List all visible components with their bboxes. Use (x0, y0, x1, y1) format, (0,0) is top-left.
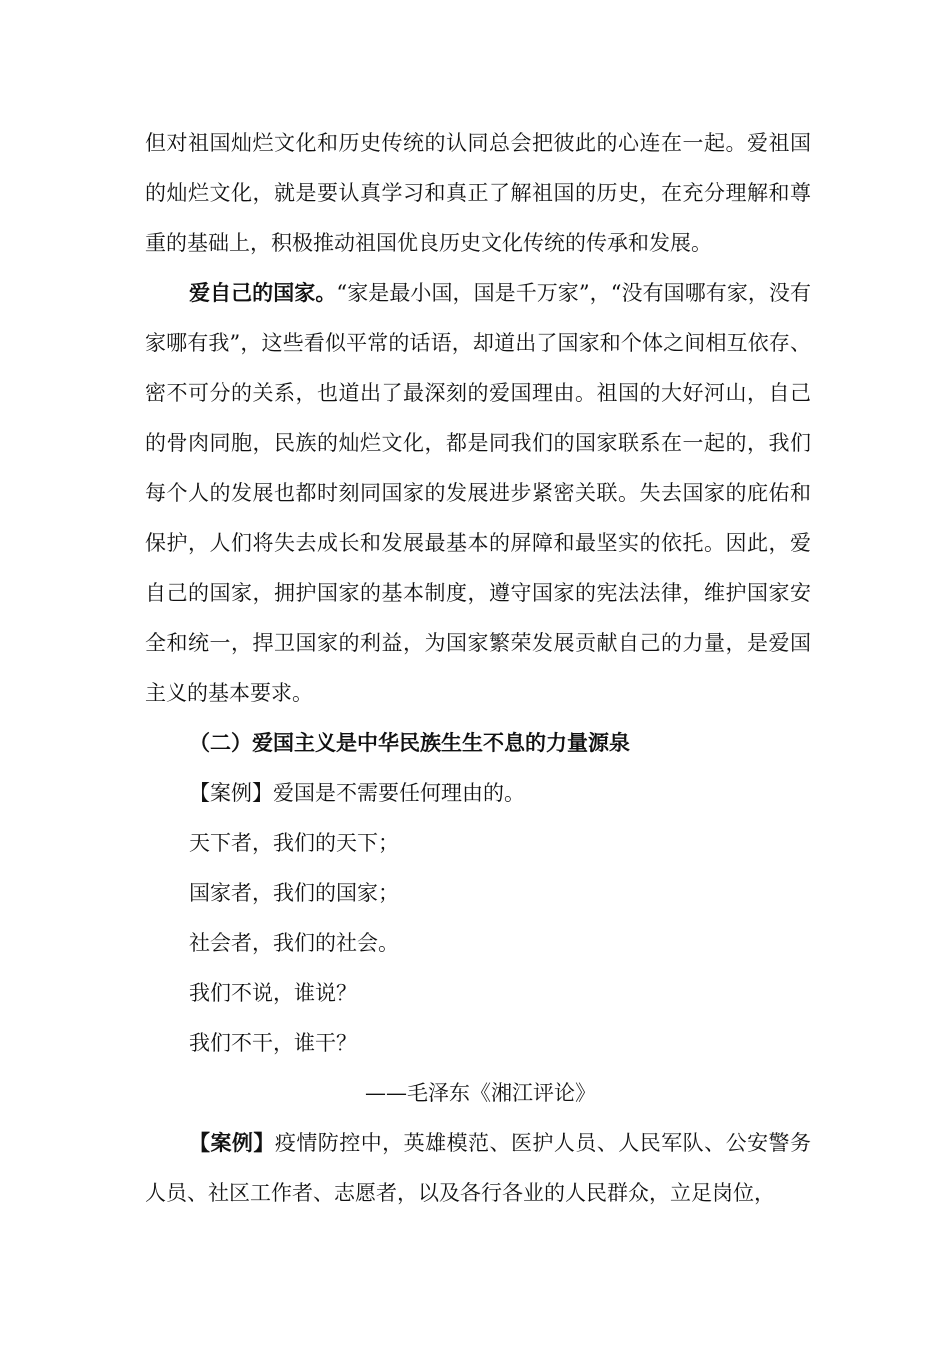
attribution: ——毛泽东《湘江评论》 (365, 1081, 596, 1105)
poem-line: 我们不说，谁说？ (189, 981, 357, 1005)
paragraph-body: “家是最小国，国是千万家”，“没有国哪有家，没有家哪有我”，这些看似平常的话语，却道出了国家和个体之间相互依存、密不可分的关系，也道出了最深刻的爱国理由。祖国的大好河山，自己的骨肉同胞，民族的灿烂文化，都是同我们的国家联系在一起的，我们每个人的发展也都时刻同国家的发展进步紧密关联。失去国家的庇佑和保护，人们将失去成长和发展最基本的屏障和最坚实的依托。因此，爱自己的国家，拥护国家的基本制度，遵守国家的宪法法律，维护国家安全和统一，捍卫国家的利益，为国家繁荣发展贡献自己的力量，是爱国主义的基本要求。 (145, 281, 811, 705)
section-heading: （二）爱国主义是中华民族生生不息的力量源泉 (189, 731, 630, 755)
paragraph-lead-bold: 爱自己的国家。 (189, 281, 337, 305)
poem-line: 社会者，我们的社会。 (189, 931, 399, 955)
case-tag: 【案例】 (189, 781, 273, 805)
paragraph-love-country (145, 268, 811, 718)
poem-line: 天下者，我们的天下； (189, 831, 399, 855)
case-text: 疫情防控中，英雄模范、医护人员、人民军队、公安警务人员、社区工作者、志愿者，以及各行各业的人民群众，立足岗位， (145, 1131, 811, 1205)
document-body (145, 118, 811, 1218)
poem-line: 我们不干，谁干？ (189, 1031, 357, 1055)
paragraph-culture: 但对祖国灿烂文化和历史传统的认同总会把彼此的心连在一起。爱祖国的灿烂文化，就是要认真学习和真正了解祖国的历史，在充分理解和尊重的基础上，积极推动祖国优良历史文化传统的传承和发展。 (145, 131, 811, 255)
case-tag: 【案例】 (189, 1130, 275, 1155)
case-two (145, 1118, 811, 1218)
case-one (145, 768, 811, 818)
case-text: 爱国是不需要任何理由的。 (273, 781, 525, 805)
poem-line: 国家者，我们的国家； (189, 881, 399, 905)
